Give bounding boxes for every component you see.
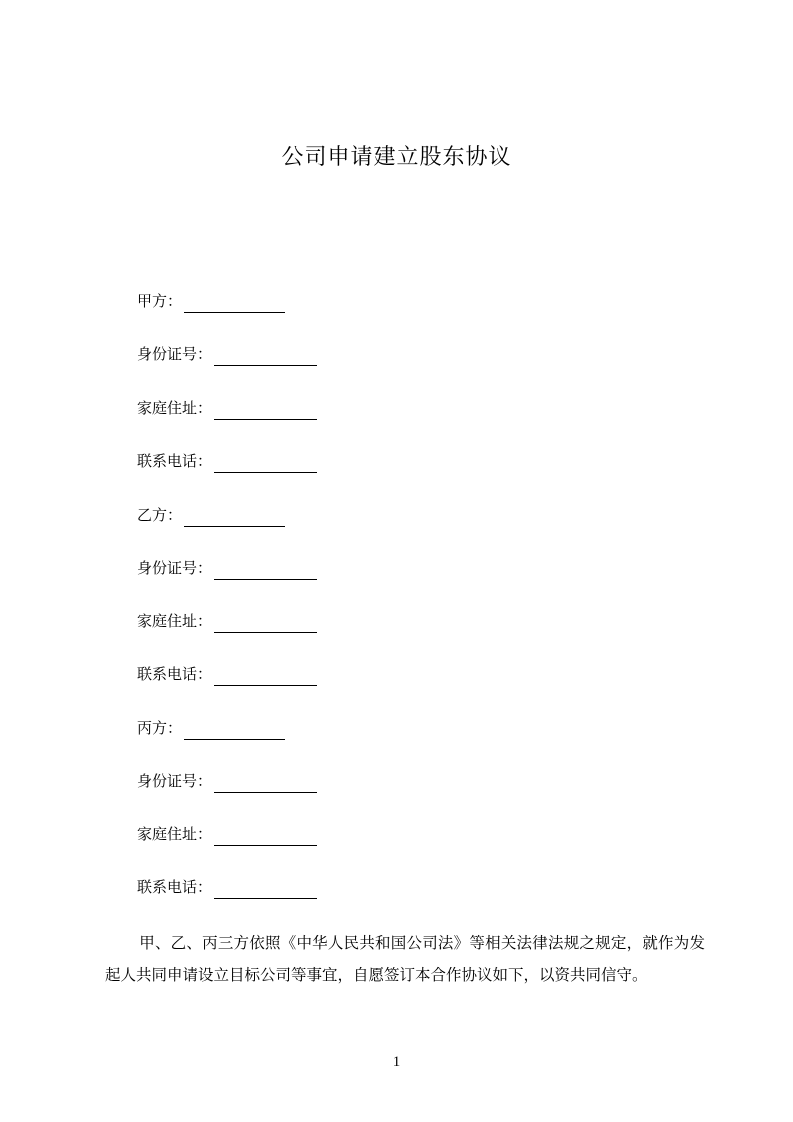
party-a-phone-label: 联系电话： — [137, 452, 213, 470]
party-b-address-blank — [214, 614, 317, 633]
party-c-address-field — [137, 822, 317, 846]
party-a-phone-blank — [214, 454, 317, 473]
party-b-address-field — [137, 609, 317, 633]
party-c-name-label: 丙方： — [137, 719, 183, 737]
party-c-phone-label: 联系电话： — [137, 878, 213, 896]
party-a-name-field — [137, 289, 285, 313]
party-a-name-blank — [184, 294, 285, 313]
document-title: 公司申请建立股东协议 — [281, 145, 512, 170]
party-c-phone-field — [137, 875, 317, 899]
party-a-address-blank — [214, 401, 317, 420]
party-c-id-field — [137, 769, 317, 793]
party-b-id-blank — [214, 561, 317, 580]
party-a-address-field — [137, 396, 317, 420]
party-a-id-label: 身份证号： — [137, 345, 213, 363]
party-c-id-blank — [214, 774, 317, 793]
party-c-phone-blank — [214, 880, 317, 899]
party-c-id-label: 身份证号： — [137, 772, 213, 790]
intro-paragraph-text: 甲、乙、丙三方依照《中华人民共和国公司法》等相关法律法规之规定，就作为发起人共同申请设立目标公司等事宜，自愿签订本合作协议如下，以资共同信守。 — [105, 934, 705, 984]
party-c-address-label: 家庭住址： — [137, 825, 213, 843]
party-c-name-field — [137, 716, 285, 740]
party-b-name-blank — [184, 508, 285, 527]
party-b-id-field — [137, 556, 317, 580]
page-number: 1 — [392, 1054, 401, 1070]
party-c-name-blank — [184, 721, 285, 740]
party-a-name-label: 甲方： — [137, 292, 183, 310]
party-b-id-label: 身份证号： — [137, 559, 213, 577]
party-b-phone-label: 联系电话： — [137, 665, 213, 683]
party-b-phone-field — [137, 662, 317, 686]
party-a-id-blank — [214, 347, 317, 366]
party-b-address-label: 家庭住址： — [137, 612, 213, 630]
party-a-address-label: 家庭住址： — [137, 399, 213, 417]
party-b-phone-blank — [214, 667, 317, 686]
intro-paragraph — [105, 927, 705, 991]
party-a-id-field — [137, 342, 317, 366]
party-b-name-label: 乙方： — [137, 506, 183, 524]
party-a-phone-field — [137, 449, 317, 473]
party-c-address-blank — [214, 827, 317, 846]
party-b-name-field — [137, 503, 285, 527]
